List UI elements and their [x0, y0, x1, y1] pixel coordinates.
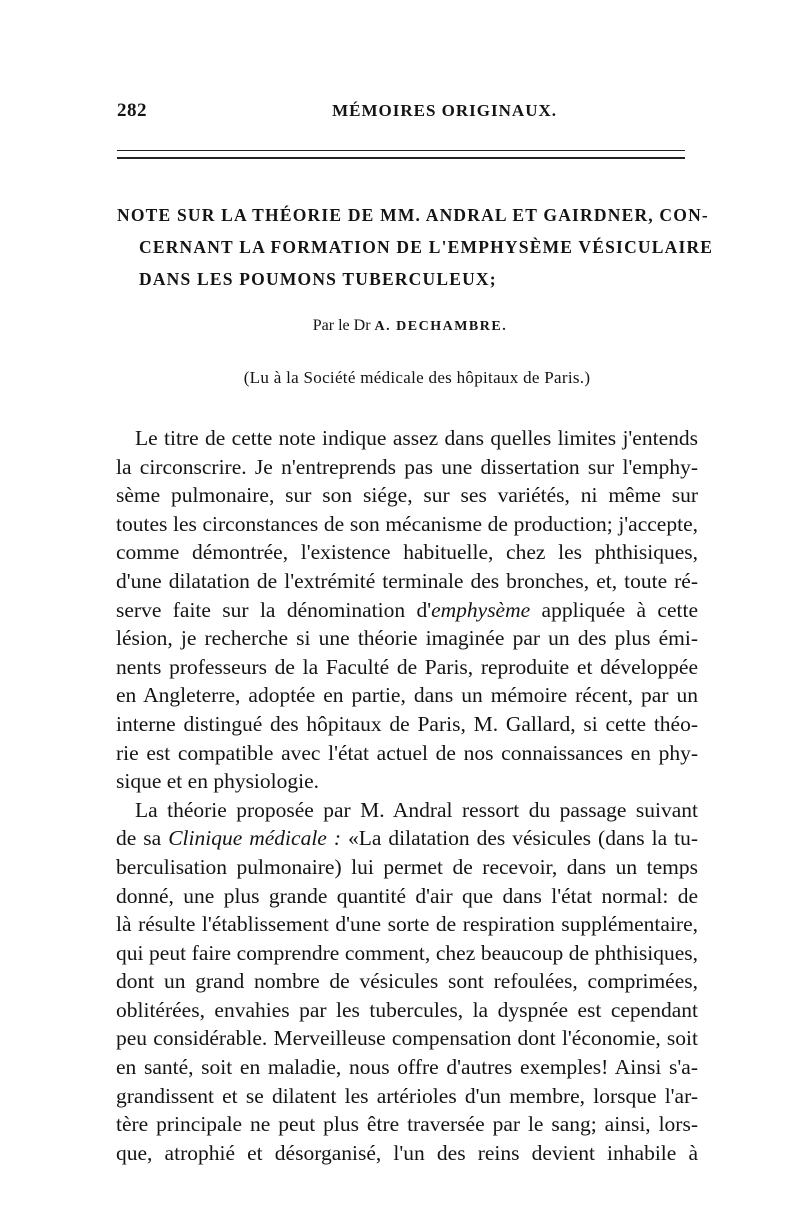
text-line: dont un grand nombre de vésicules sont refoulées, comprimées, [116, 969, 698, 994]
title-line: NOTE SUR LA THÉORIE DE MM. ANDRAL ET GAIRDNER, CON- [117, 205, 709, 225]
text-line: nents professeurs de la Faculté de Paris, reproduite et développée [116, 654, 698, 679]
title-line: CERNANT LA FORMATION DE L'EMPHYSÈME VÉSICULAIRE [139, 237, 714, 257]
header-double-rule [117, 150, 685, 159]
text-line: sique et en physiologie. [116, 769, 320, 794]
body-text [116, 424, 698, 1167]
text-line: comme démontrée, l'existence habituelle, chez les phthisiques, [116, 540, 698, 565]
text-line: tère principale ne peut plus être traversée par le sang; ainsi, lors- [116, 1112, 698, 1137]
text-run: serve faite sur la dénomination d' [116, 597, 432, 622]
text-line: rie est compatible avec l'état actuel de nos connaissances en phy- [116, 740, 698, 765]
title-line: DANS LES POUMONS TUBERCULEUX; [139, 269, 497, 289]
text-line [116, 824, 698, 853]
author-name: A. DECHAMBRE. [374, 319, 508, 334]
italic-term: emphysème [431, 597, 531, 622]
text-line: Le titre de cette note indique assez dans quelles limites j'entends [135, 426, 698, 450]
text-run: «La dilatation des vésicules (dans la tu- [340, 826, 698, 851]
text-line: oblitérées, envahies par les tubercules, la dyspnée est cependant [116, 997, 698, 1022]
running-title: MÉMOIRES ORIGINAUX. [332, 101, 557, 120]
text-line: toutes les circonstances de son mécanisme de production; j'accepte, [116, 511, 698, 536]
running-head [117, 100, 685, 122]
text-line [116, 596, 698, 625]
text-line: qui peut faire comprendre comment, chez beaucoup de phthisiques, [116, 940, 698, 965]
page-number: 282 [117, 100, 147, 121]
text-line: d'une dilatation de l'extrémité terminale des bronches, et, toute ré- [116, 568, 698, 593]
text-run: appliquée à cette [530, 597, 698, 622]
text-line: lésion, je recherche si une théorie imaginée par un des plus émi- [116, 626, 698, 651]
text-line: sème pulmonaire, sur son siége, sur ses variétés, ni même sur [116, 483, 698, 508]
text-line: berculisation pulmonaire) lui permet de recevoir, dans un temps [116, 854, 698, 879]
text-run: de sa [116, 826, 169, 851]
article-title [117, 199, 714, 295]
italic-book-title: Clinique médicale : [168, 826, 341, 851]
text-line: là résulte l'établissement d'une sorte de respiration supplémentaire, [116, 912, 698, 937]
byline-prefix: Par le Dr [312, 317, 371, 334]
text-line: en santé, soit en maladie, nous offre d'autres exemples! Ainsi s'a- [116, 1055, 698, 1080]
text-line: donné, une plus grande quantité d'air que dans l'état normal: de [116, 883, 698, 908]
text-line: interne distingué des hôpitaux de Paris, M. Gallard, si cette théo- [116, 711, 698, 736]
text-line: La théorie proposée par M. Andral ressort du passage suivant [135, 797, 698, 822]
text-line: grandissent et se dilatent les artérioles d'un membre, lorsque l'ar- [116, 1083, 698, 1108]
read-at-note: (Lu à la Société médicale des hôpitaux de Paris.) [243, 368, 591, 387]
text-line: en Angleterre, adoptée en partie, dans un mémoire récent, par un [116, 683, 698, 708]
text-line: que, atrophié et désorganisé, l'un des reins devient inhabile à [116, 1140, 698, 1165]
text-line: peu considérable. Merveilleuse compensation dont l'économie, soit [116, 1026, 698, 1051]
text-line: la circonscrire. Je n'entreprends pas une dissertation sur l'emphy- [116, 454, 698, 479]
byline [0, 317, 800, 335]
